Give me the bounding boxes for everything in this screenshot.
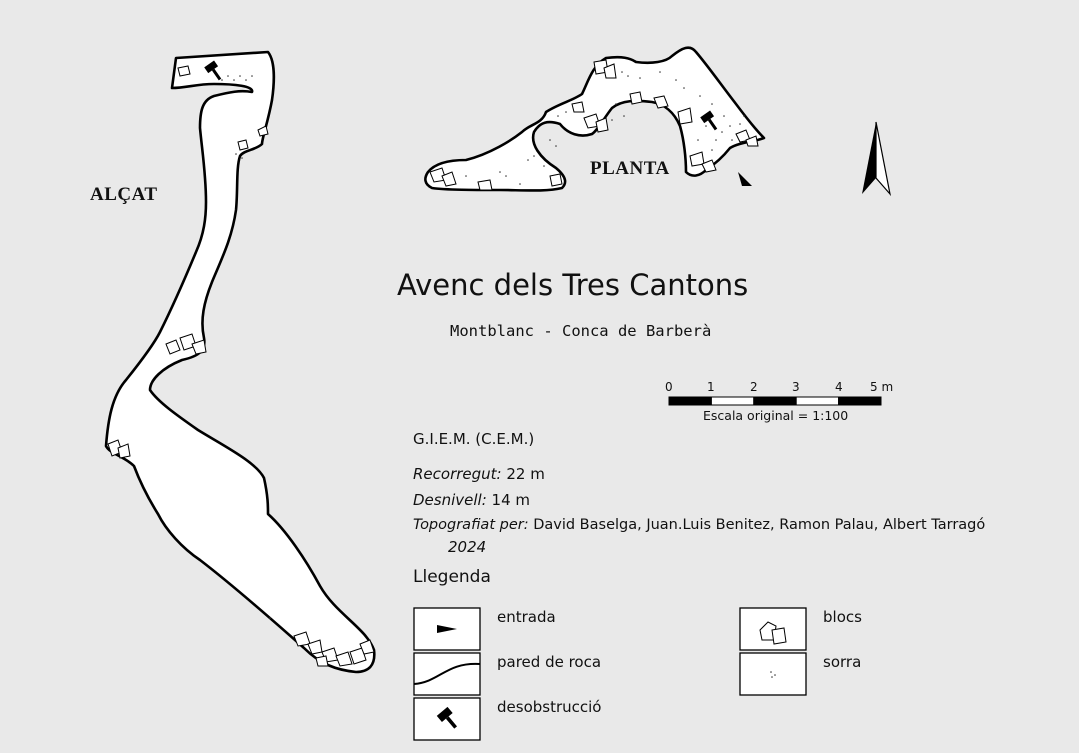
route-label: Recorregut: — [413, 465, 502, 483]
depth-row — [413, 491, 530, 509]
survey-group: G.I.E.M. (C.E.M.) — [413, 430, 535, 448]
survey-year — [448, 538, 486, 556]
page-subtitle: Montblanc - Conca de Barberà — [450, 322, 712, 340]
plan-entrance-arrow-icon — [738, 172, 752, 186]
scale-tick-0: 0 — [665, 380, 673, 394]
surveyors-row — [413, 517, 985, 533]
legend-title: Llegenda — [413, 567, 491, 587]
route-row — [413, 465, 545, 483]
legend-label-sand: sorra — [823, 653, 862, 671]
surveyors-names: David Baselga, Juan.Luis Benitez, Ramon Palau, Albert Tarragó — [533, 517, 986, 533]
surveyors-label: Topografiat per: — [413, 517, 529, 533]
page-title: Avenc dels Tres Cantons — [397, 268, 749, 302]
legend-label-rock-wall: pared de roca — [497, 653, 602, 671]
route-value: 22 m — [506, 465, 545, 483]
scale-caption: Escala original = 1:100 — [703, 408, 849, 423]
scale-tick-5: 5 m — [870, 380, 894, 394]
scale-tick-3: 3 — [792, 380, 800, 394]
legend-label-entrance: entrada — [497, 608, 556, 626]
depth-label: Desnivell: — [413, 491, 487, 509]
scale-tick-2: 2 — [750, 380, 758, 394]
scale-bar — [669, 397, 881, 405]
elevation-label: ALÇAT — [90, 184, 158, 205]
scale-tick-4: 4 — [835, 380, 843, 394]
survey-year-value: 2024 — [448, 538, 487, 556]
depth-value: 14 m — [491, 491, 531, 509]
plan-label: PLANTA — [590, 158, 670, 179]
scale-tick-1: 1 — [707, 380, 715, 394]
legend-boxes — [414, 608, 806, 740]
legend-label-unblocking: desobstrucció — [497, 698, 602, 716]
legend-label-blocks: blocs — [823, 608, 862, 626]
north-arrow-icon — [862, 122, 890, 194]
